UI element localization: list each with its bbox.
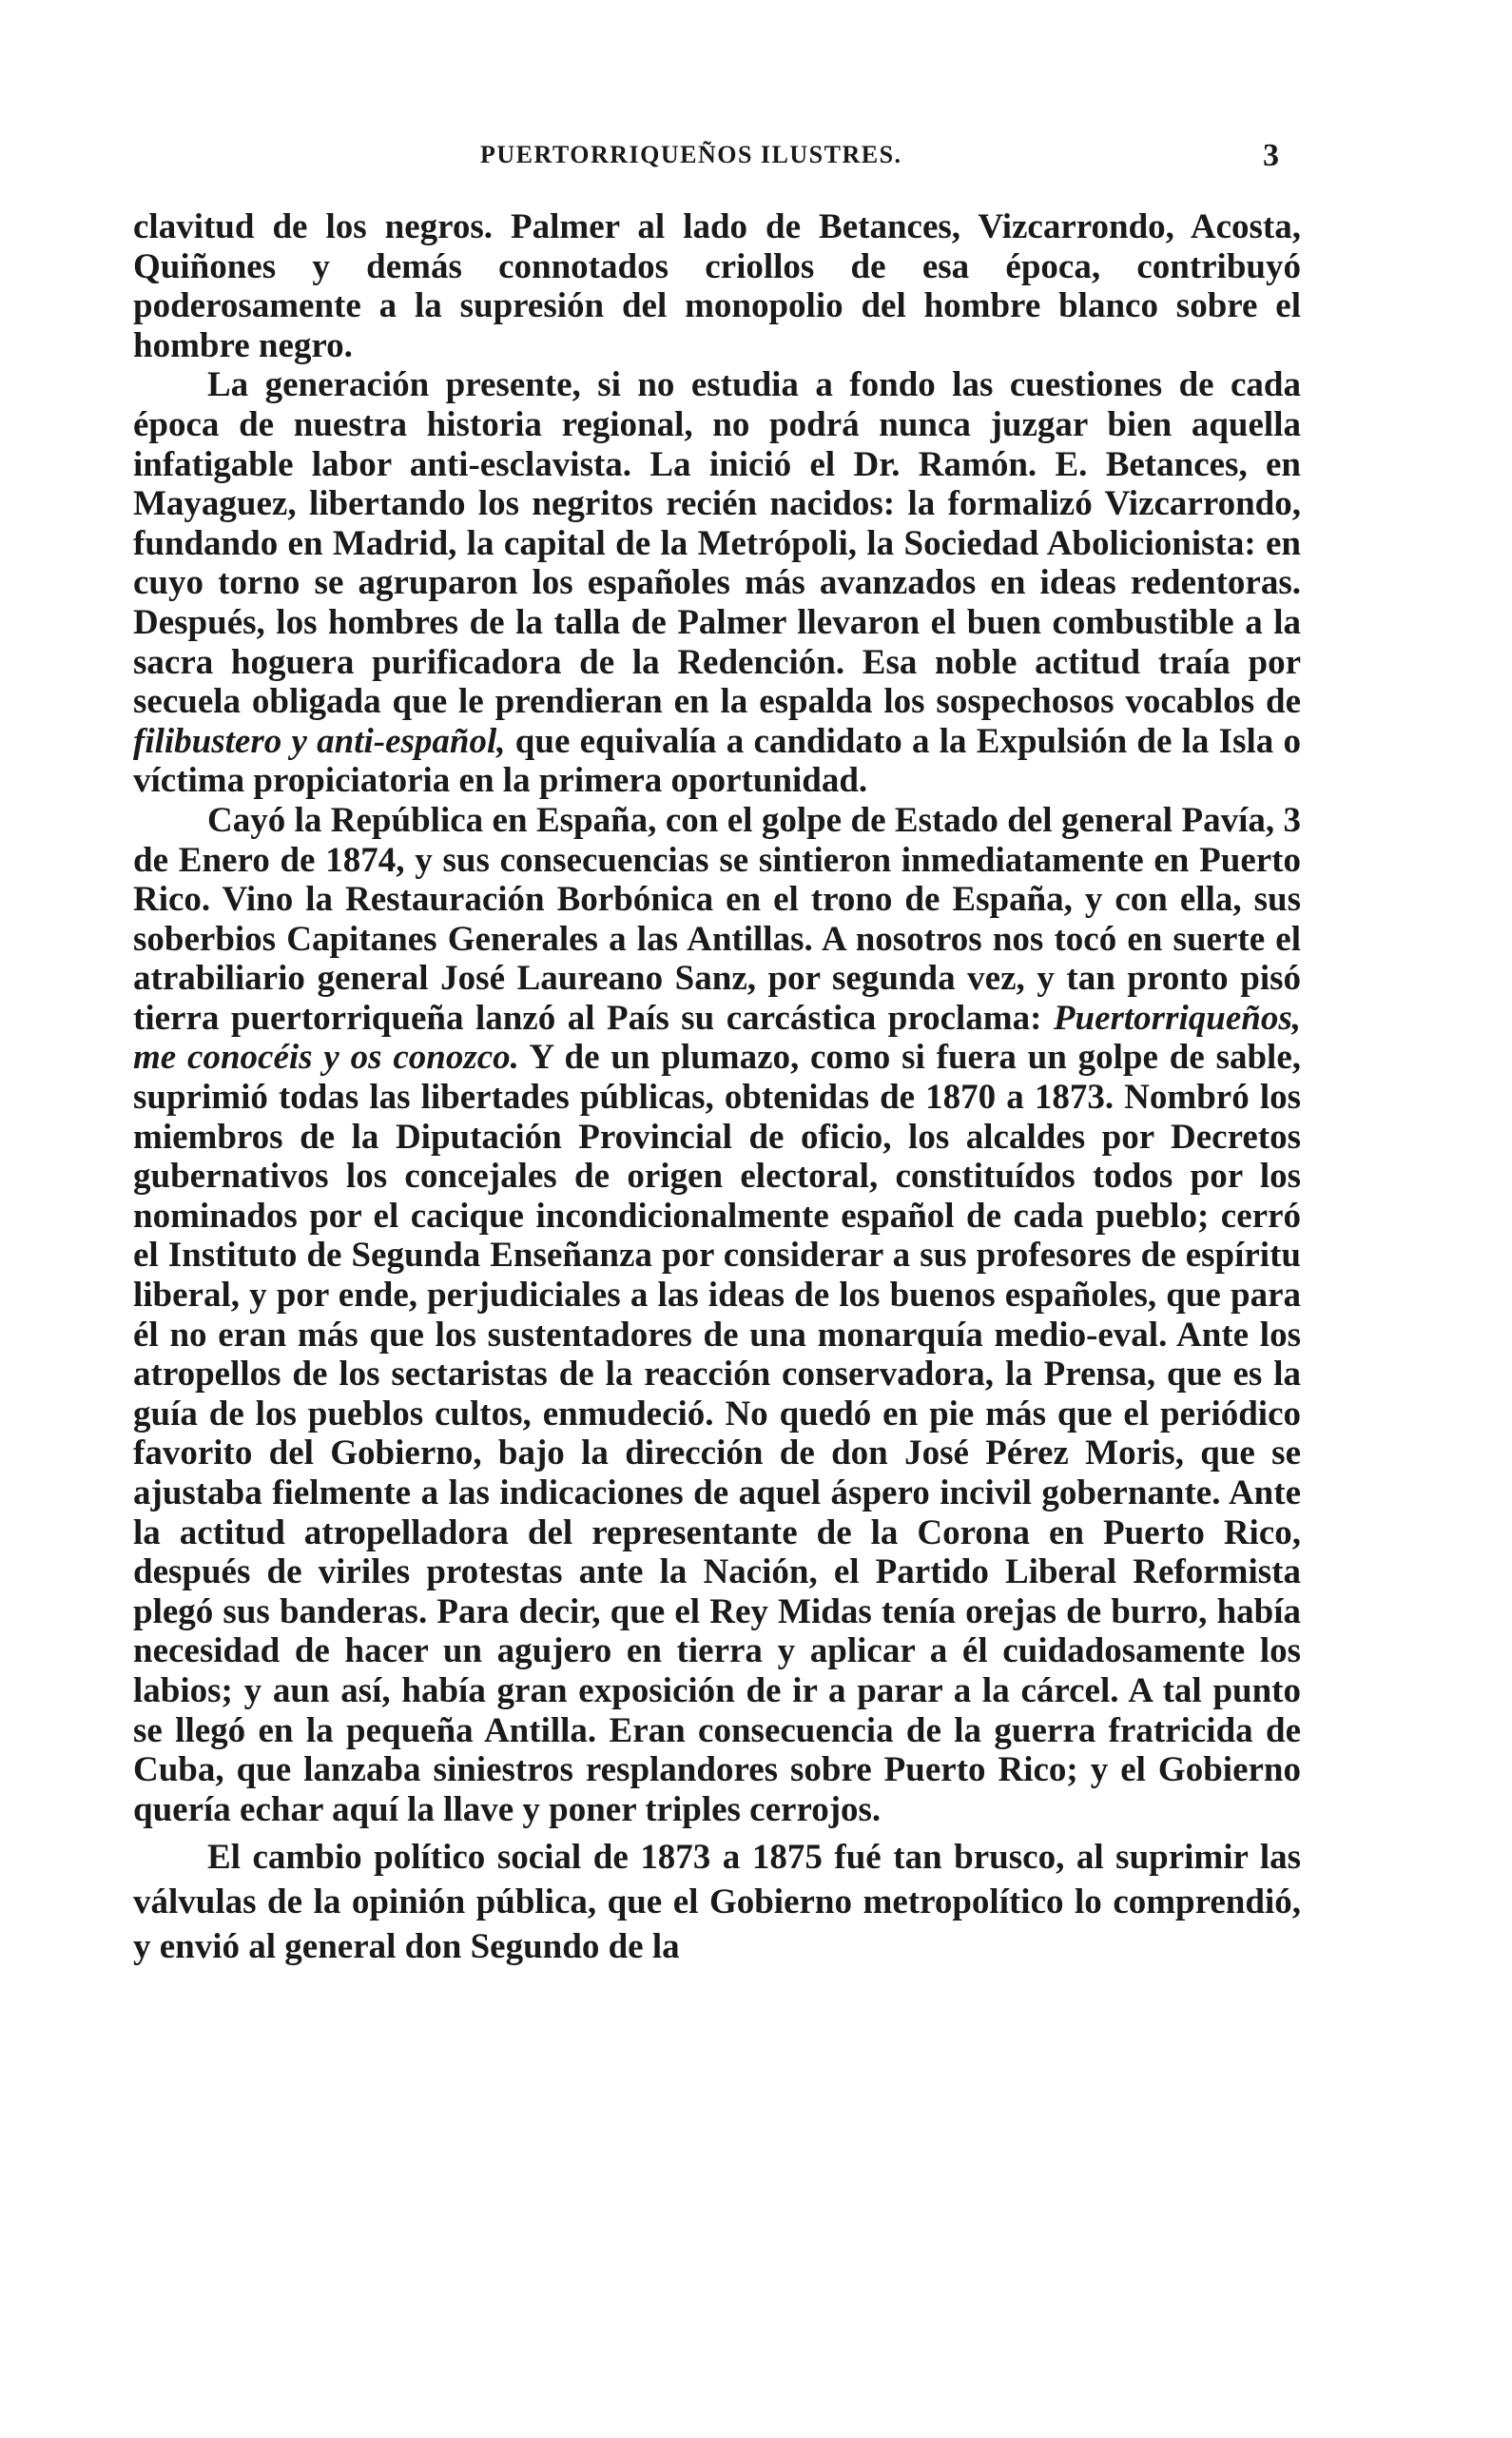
paragraph-1 [133,207,1301,365]
page-number: 3 [1263,138,1279,173]
paragraph-4 [133,1835,1301,1969]
italic-phrase: Puertorriqueños, me conocéis y os conozco. [133,998,1301,1078]
paragraph-text: La generación presente, si no estudia a fondo las cuestiones de cada época de nuestra historia regional, no podrá nunca juzgar bien aquella infatigable labor anti-esclavista. La inició el Dr. Ramón. E. Betances, en Mayaguez, libertando los negritos recién nacidos: la formalizó Vizcarrondo, fundando en Madrid, la capital de la Metrópoli, la Sociedad Abolicionista: en cuyo torno se agruparon los españoles más avanzados en ideas redentoras. Después, los hombres de la talla de Palmer llevaron el buen combustible a la sacra hoguera purificadora de la Redención. Esa noble actitud traía por secuela obligada que le prendieran en la espalda los sospechosos vocablos de [133,365,1301,722]
paragraph-text: El cambio político social de 1873 a 1875 fué tan brusco, al suprimir las válvulas de la opinión pública, que el Gobierno metropolítico lo comprendió, y envió al general don Segundo de la [133,1838,1301,1967]
paragraph-text: que equivalía a candidato a la Expulsión de la Isla o víctima propiciatoria en la primera oportunidad. [133,721,1301,801]
paragraph-3 [133,801,1301,1829]
body-text [133,207,1301,1969]
paragraph-2 [133,365,1301,801]
paragraph-text: Cayó la República en España, con el golpe de Estado del general Pavía, 3 de Enero de 1874, y sus consecuencias se sintieron inmediatamente en Puerto Rico. Vino la Restauración Borbónica en el trono de España, y con ella, sus soberbios Capitanes Generales a las Antillas. A nosotros nos tocó en suerte el atrabiliario general José Laureano Sanz, por segunda vez, y tan pronto pisó tierra puertorriqueña lanzó al País su carcástica proclama: [133,800,1301,1038]
paragraph-text: clavitud de los negros. Palmer al lado de Betances, Vizcarrondo, Acosta, Quiñones y demás connotados criollos de esa época, contribuyó poderosamente a la supresión del monopolio del hombre blanco sobre el hombre negro. [133,207,1301,365]
running-title: PUERTORRIQUEÑOS ILUSTRES. [480,141,902,168]
paragraph-text: Y de un plumazo, como si fuera un golpe de sable, suprimió todas las libertades públicas, obtenidas de 1870 a 1873. Nombró los miembros de la Diputación Provincial de oficio, los alcaldes por Decretos gubernativos los concejales de origen electoral, constituídos todos por los nominados por el cacique incondicionalmente español de cada pueblo; cerró el Instituto de Segunda Enseñanza por considerar a sus profesores de espíritu liberal, y por ende, perjudiciales a las ideas de los buenos españoles, que para él no eran más que los sustentadores de una monarquía medio-eval. Ante los atropellos de los sectaristas de la reacción conservadora, la Prensa, que es la guía de los pueblos cultos, enmudeció. No quedó en pie más que el periódico favorito del Gobierno, bajo la dirección de don José Pérez Moris, que se ajustaba fielmente a las indicaciones de aquel áspero incivil gobernante. Ante la actitud atropelladora del representante de la Corona en Puerto Rico, después de viriles protestas ante la Nación, el Partido Liberal Reformista plegó sus banderas. Para decir, que el Rey Midas tenía orejas de burro, había necesidad de hacer un agujero en tierra y aplicar a él cuidadosamente los labios; y aun así, había gran exposición de ir a parar a la cárcel. A tal punto se llegó en la pequeña Antilla. Eran consecuencia de la guerra fratricida de Cuba, que lanzaba siniestros resplandores sobre Puerto Rico; y el Gobierno quería echar aquí la llave y poner triples cerrojos. [133,1038,1302,1829]
italic-phrase: filibustero y anti-español, [133,721,506,761]
